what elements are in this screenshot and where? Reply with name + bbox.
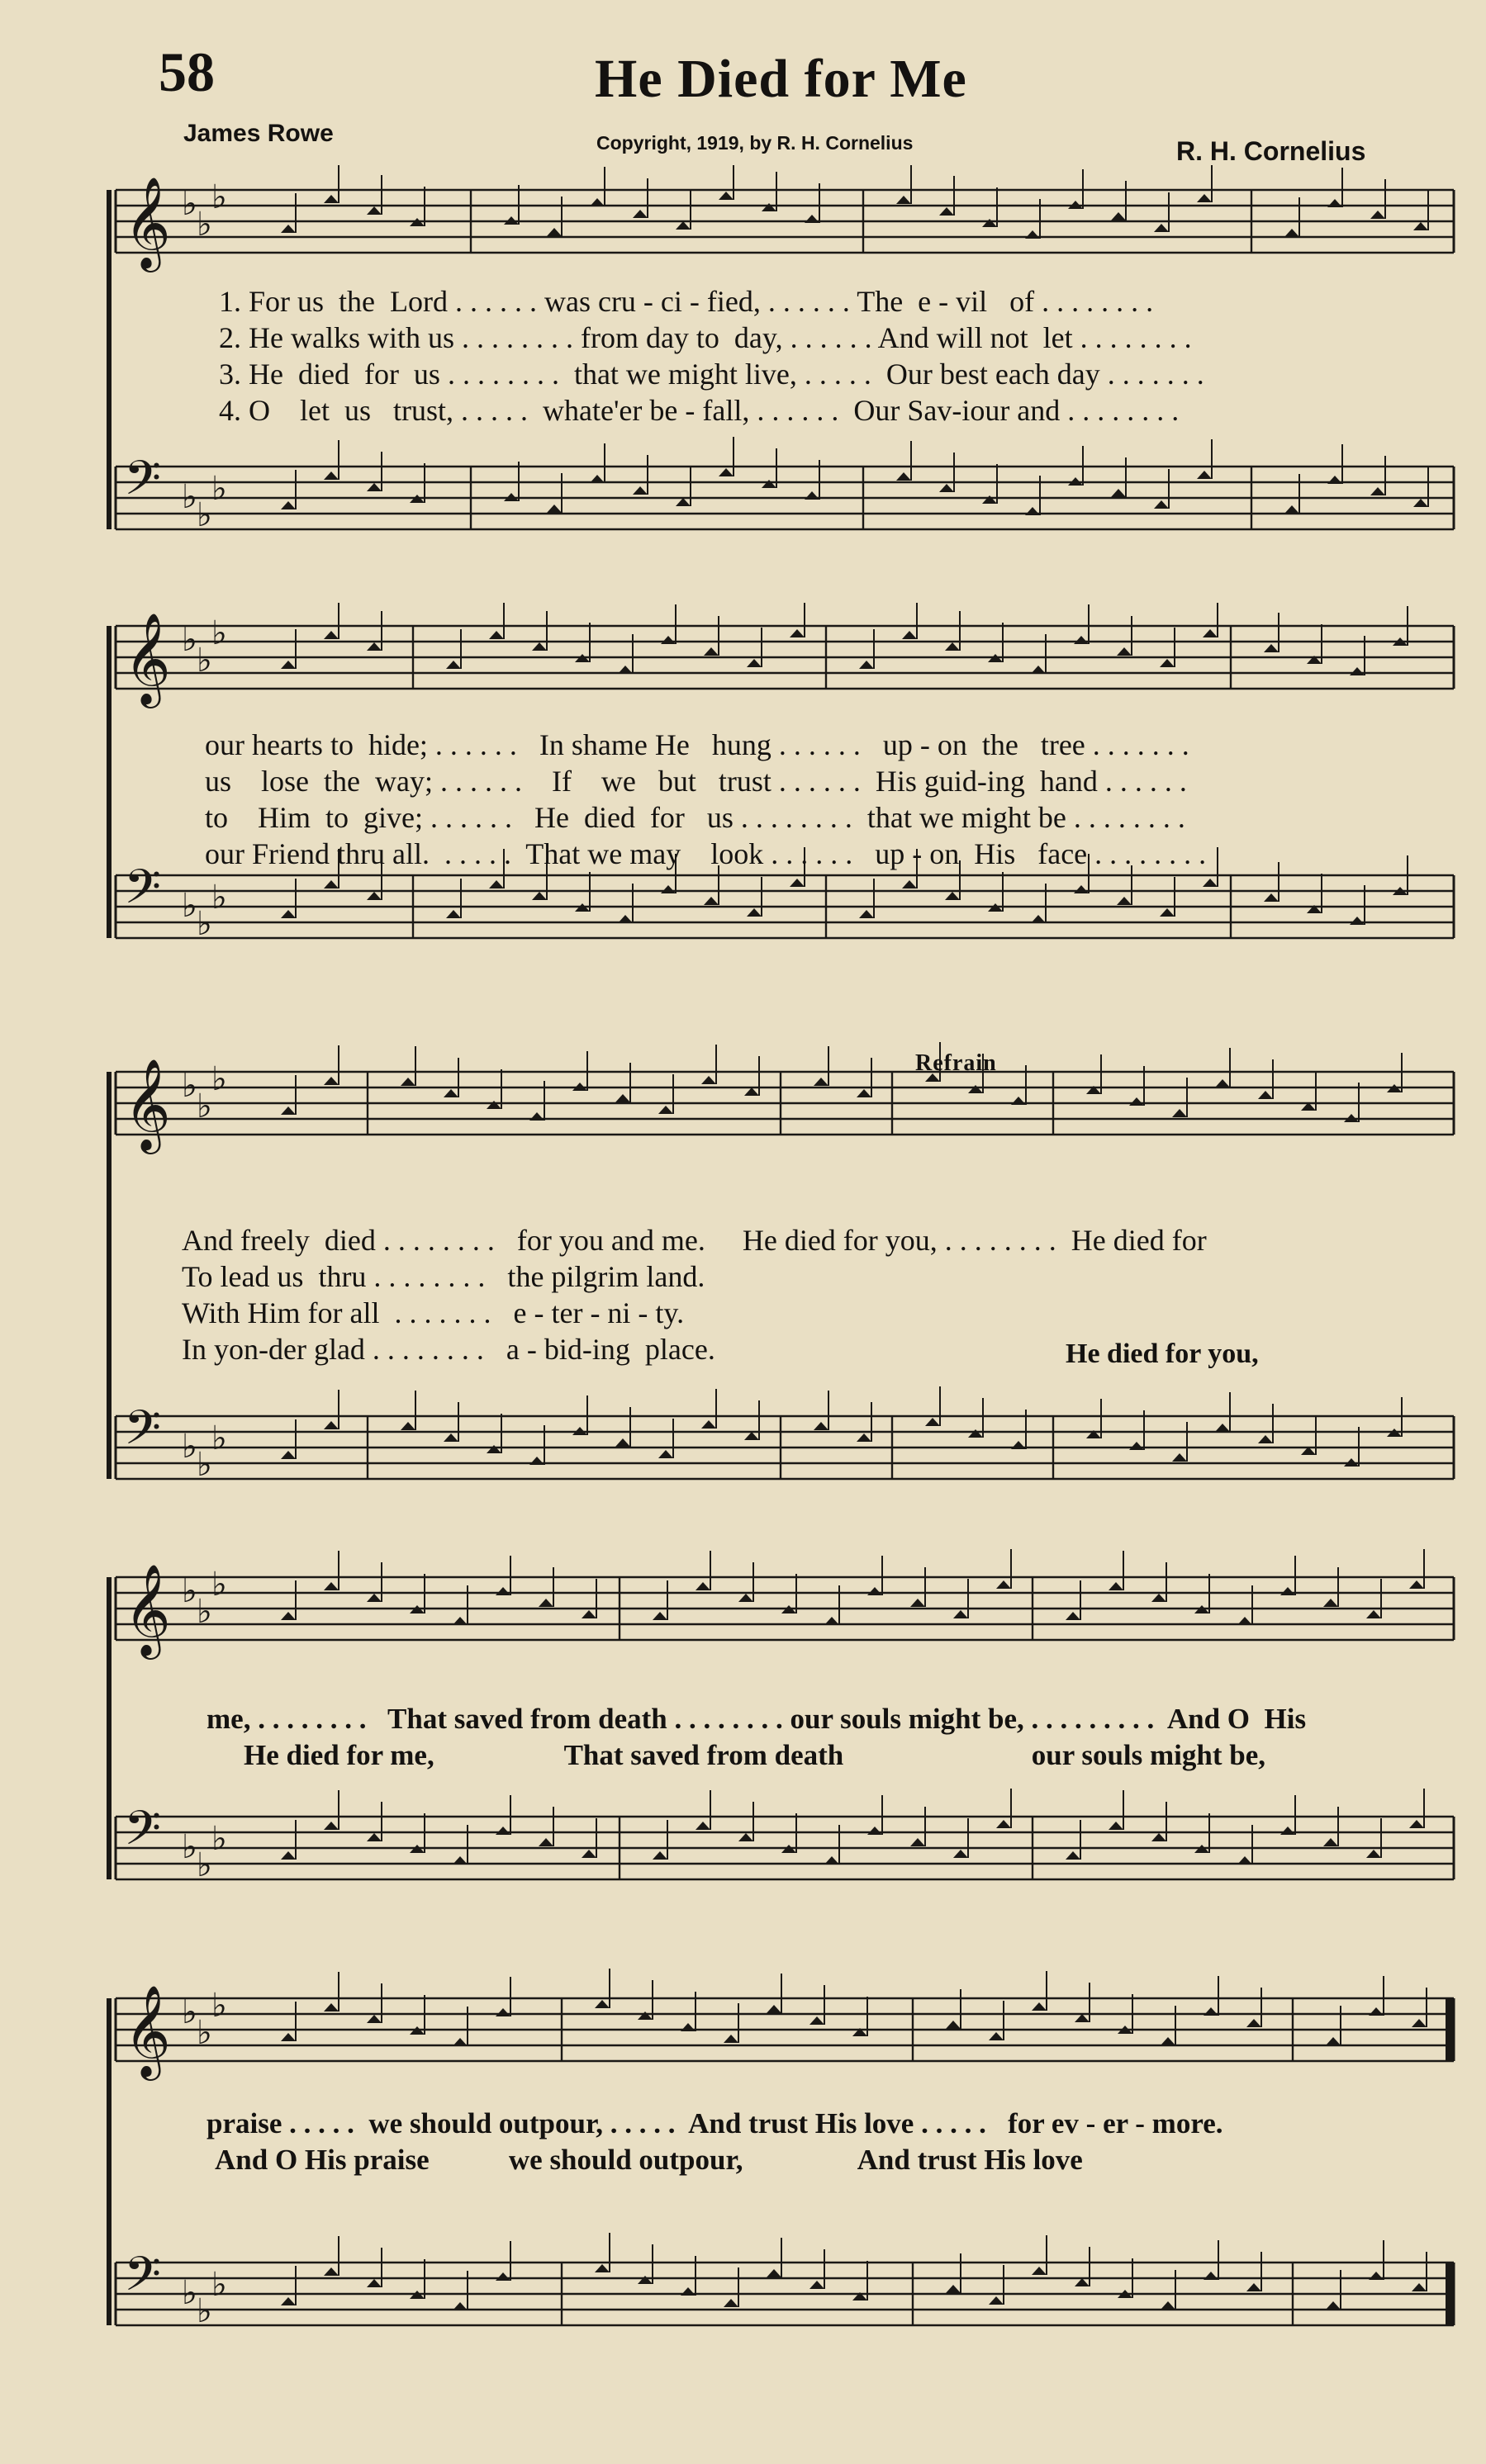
flat-icon: ♭ [182,1428,197,1466]
note-head [1284,505,1299,514]
note-head [1215,1079,1230,1087]
note-head [324,2267,339,2276]
flat-icon: ♭ [211,178,227,216]
music-system-2 [99,603,1462,1024]
note-head [1066,1612,1080,1620]
note-head [925,1418,940,1426]
note-head [1237,1856,1252,1865]
flat-icon: ♭ [197,1087,212,1125]
flat-icon: ♭ [197,1846,212,1884]
note-head [805,491,819,500]
note-head [1154,224,1169,232]
note-head [1264,893,1279,902]
note-head [367,483,382,491]
flat-icon: ♭ [211,879,227,917]
note-head [867,1587,882,1595]
note-head [324,880,339,888]
note-head [1025,507,1040,515]
note-head [859,661,874,669]
note-head [681,2287,696,2296]
note-head [1280,1587,1295,1595]
flat-icon: ♭ [211,2266,227,2304]
note-head [1075,2278,1090,2286]
note-head [790,629,805,637]
note-head [281,501,296,509]
note-head [1154,500,1169,509]
bass-clef-icon: 𝄢 [124,859,162,926]
bass-clef-icon: 𝄢 [124,450,162,518]
note-head [367,2279,382,2287]
note-head [767,2005,781,2013]
note-head [996,1820,1011,1828]
note-head [324,1582,339,1590]
verse-3-line: 3. He died for us . . . . . . . . that we might live, . . . . . Our best each day . . . . . . . [219,358,1204,391]
note-head [1258,1435,1273,1443]
note-head [281,2033,296,2041]
note-head [529,1112,544,1121]
flat-icon: ♭ [197,2014,212,2052]
note-head [824,1617,839,1625]
note-head [658,1106,673,1114]
note-head [532,892,547,900]
note-head [446,661,461,669]
note-head [1197,194,1212,202]
note-head [1032,2002,1047,2011]
note-head [633,210,648,218]
note-head [547,228,562,236]
note-head [446,910,461,918]
note-head [487,1445,501,1453]
note-head [539,1599,553,1607]
note-head [982,219,997,227]
note-head [681,2023,696,2031]
note-head [1031,915,1046,923]
flat-icon: ♭ [182,887,197,925]
note-head [1203,629,1218,637]
note-head [324,195,339,203]
alto-lyric: And O His praise we should outpour, And trust His love [215,2144,1083,2176]
note-head [719,468,734,476]
flat-icon: ♭ [211,1820,227,1858]
verse-3-line: to Him to give; . . . . . . He died for us . . . . . . . . that we might be . . . . . . . . [205,801,1185,834]
flat-icon: ♭ [197,496,212,534]
note-head [1366,1850,1381,1858]
flat-icon: ♭ [182,185,197,223]
note-head [661,885,676,893]
bass-staff [116,2233,1454,2330]
treble-clef-icon: 𝄞 [124,176,171,268]
note-head [1197,471,1212,479]
treble-staff [116,1549,1454,1660]
note-head [595,2264,610,2272]
alto-lyric: He died for you, [1066,1339,1259,1369]
flat-icon: ♭ [197,1593,212,1631]
note-head [1161,2301,1175,2310]
note-head [324,2003,339,2011]
music-system-3 [99,1040,1462,1503]
note-head [902,631,917,639]
note-head [324,631,339,639]
note-head [367,1833,382,1841]
composer-credit: R. H. Cornelius [1176,136,1366,166]
flat-icon: ♭ [197,642,212,680]
note-head [982,495,997,504]
note-head [1413,499,1428,507]
note-head [547,505,562,513]
note-head [1280,1827,1295,1835]
bass-staff [116,1789,1454,1884]
note-head [1369,2272,1384,2280]
note-head [910,1599,925,1607]
note-head [1111,212,1126,220]
note-head [1161,2037,1175,2045]
note-head [1066,1851,1080,1860]
verse-1-line: our hearts to hide; . . . . . . In shame He hung . . . . . . up - on the tree . . . . . . . [205,728,1189,761]
bass-staff [116,1386,1454,1484]
note-head [453,1856,468,1865]
note-head [946,2021,961,2029]
note-head [1031,666,1046,674]
verse-2-line: us lose the way; . . . . . . If we but trust . . . . . . His guid-ing hand . . . . . . [205,765,1187,798]
note-head [453,2038,468,2046]
note-head [496,2272,510,2281]
note-head [633,486,648,495]
note-head [367,2015,382,2023]
verse-4-line: In yon-der glad . . . . . . . . a - bid-ing place. [182,1333,715,1366]
note-head [896,472,911,481]
note-head [618,666,633,674]
note-head [532,642,547,651]
note-head [281,1451,296,1459]
note-head [676,221,691,230]
note-head [281,1106,296,1115]
note-head [618,915,633,923]
note-head [401,1422,415,1430]
note-head [661,636,676,644]
note-head [1409,1820,1424,1828]
note-head [444,1433,458,1442]
note-head [1264,644,1279,652]
refrain-label: Refrain [915,1050,997,1076]
hymn-title: He Died for Me [595,49,967,109]
treble-clef-icon: 𝄞 [124,1984,171,2077]
note-head [367,642,382,651]
note-head [1327,199,1342,207]
note-head [496,1587,510,1595]
note-head [489,880,504,888]
flat-icon: ♭ [197,905,212,943]
note-head [496,1827,510,1835]
note-head [1111,489,1126,497]
note-head [747,659,762,667]
treble-staff [116,603,1454,708]
note-head [1172,1453,1187,1462]
note-head [1204,2007,1218,2016]
staff-notation-5 [99,1965,1462,2428]
note-head [762,480,776,488]
note-head [367,206,382,215]
note-head [1075,2014,1090,2022]
note-head [824,1856,839,1865]
note-head [1350,667,1365,675]
flat-icon: ♭ [197,1446,212,1484]
note-head [857,1433,871,1442]
note-head [595,2000,610,2008]
note-head [939,484,954,492]
note-head [653,1851,667,1860]
note-head [989,2032,1004,2040]
note-head [582,1850,596,1858]
note-head [1109,1582,1123,1590]
note-head [324,1421,339,1429]
note-head [696,1822,710,1830]
note-head [1370,487,1385,495]
note-head [1129,1442,1144,1450]
note-head [946,2285,961,2293]
note-head [701,1420,716,1429]
note-head [1204,2272,1218,2280]
note-head [638,2276,653,2284]
flat-icon: ♭ [182,478,197,516]
note-head [281,910,296,918]
note-head [1215,1424,1230,1432]
flat-icon: ♭ [197,2292,212,2330]
note-head [939,207,954,216]
note-head [968,1429,983,1438]
treble-staff [116,1969,1454,2081]
note-head [281,661,296,669]
flat-icon: ♭ [211,470,227,508]
flat-icon: ♭ [211,614,227,652]
verse-1-line: And freely died . . . . . . . . for you and me. He died for you, . . . . . . . . He died for [182,1224,1207,1257]
treble-staff [116,1042,1454,1154]
note-head [738,1833,753,1841]
note-head [996,1580,1011,1589]
verse-2-line: 2. He walks with us . . . . . . . . from day to day, . . . . . . And will not let . . . . . . . . [219,321,1192,354]
flat-icon: ♭ [182,621,197,659]
flat-icon: ♭ [211,1060,227,1098]
note-head [529,1457,544,1465]
note-head [653,1612,667,1620]
note-head [324,1077,339,1085]
treble-clef-icon: 𝄞 [124,1058,171,1150]
soprano-lyric: praise . . . . . we should outpour, . . . . . And trust His love . . . . . for ev - er - more. [207,2107,1223,2139]
note-head [968,1085,983,1093]
note-head [367,892,382,900]
note-head [1369,2007,1384,2016]
note-head [696,1582,710,1590]
note-head [1323,1838,1338,1846]
note-head [453,1617,468,1625]
note-head [676,498,691,506]
note-head [1237,1617,1252,1625]
note-head [1025,230,1040,239]
note-head [809,2016,824,2025]
note-head [953,1610,968,1618]
note-head [910,1838,925,1846]
note-head [1409,1580,1424,1589]
verse-2-line: To lead us thru . . . . . . . . the pilgrim land. [182,1260,705,1293]
flat-icon: ♭ [211,1566,227,1604]
flat-icon: ♭ [211,1419,227,1457]
note-head [744,1432,759,1440]
note-head [489,631,504,639]
bass-clef-icon: 𝄢 [124,2246,162,2314]
note-head [324,1822,339,1830]
note-head [704,647,719,656]
verse-4-line: 4. O let us trust, . . . . . whate'er be - fall, . . . . . . Our Sav-iour and . . . . . . . . [219,394,1180,427]
note-head [1109,1822,1123,1830]
note-head [1412,2283,1427,2291]
author-credit: James Rowe [183,120,334,147]
note-head [953,1850,968,1858]
note-head [945,892,960,900]
note-head [945,642,960,651]
note-head [1246,2019,1261,2027]
note-head [1203,879,1218,887]
note-head [453,2302,468,2310]
note-head [724,2299,738,2307]
note-head [1370,211,1385,219]
note-head [281,1612,296,1620]
note-head [1284,229,1299,237]
note-head [1350,917,1365,925]
note-head [1117,647,1132,656]
copyright-notice: Copyright, 1919, by R. H. Cornelius [596,132,914,154]
note-head [1074,636,1089,644]
note-head [487,1101,501,1109]
note-head [747,908,762,917]
note-head [701,1076,716,1084]
note-head [724,2035,738,2043]
note-head [1412,2019,1427,2027]
verse-4-line: our Friend thru all. . . . . . That we may look . . . . . . up - on His face . . . . . . . . [205,837,1207,870]
note-head [1246,2283,1261,2291]
treble-clef-icon: 𝄞 [124,612,171,704]
note-head [615,1094,630,1102]
bass-clef-icon: 𝄢 [124,1800,162,1868]
note-head [1151,1833,1166,1841]
note-head [658,1450,673,1458]
note-head [1032,2267,1047,2275]
note-head [1011,1097,1026,1105]
note-head [809,2281,824,2289]
note-head [1366,1610,1381,1618]
note-head [401,1078,415,1086]
note-head [989,2296,1004,2305]
music-system-4 [99,1544,1462,1957]
note-head [1326,2037,1341,2045]
hymn-number: 58 [159,40,215,103]
note-head [859,910,874,918]
note-head [767,2269,781,2277]
flat-icon: ♭ [182,1572,197,1610]
note-head [582,1610,596,1618]
bass-clef-icon: 𝄢 [124,1400,162,1467]
note-head [1160,659,1175,667]
note-head [902,880,917,888]
note-head [1151,1594,1166,1602]
flat-icon: ♭ [182,1067,197,1105]
music-system-1 [99,165,1462,603]
note-head [814,1078,828,1086]
note-head [638,2011,653,2020]
note-head [1117,897,1132,905]
note-head [281,225,296,233]
note-head [539,1838,553,1846]
flat-icon: ♭ [182,1993,197,2031]
note-head [1172,1109,1187,1117]
verse-1-line: 1. For us the Lord . . . . . . was cru - ci - fied, . . . . . . The e - vil of . . . . . . . . [219,285,1154,318]
note-head [738,1594,753,1602]
note-head [281,2297,296,2305]
treble-staff [116,165,1454,272]
note-head [896,196,911,204]
note-head [590,475,605,483]
music-system-5 [99,1965,1462,2428]
note-head [867,1827,882,1835]
flat-icon: ♭ [211,1987,227,2025]
note-head [1258,1091,1273,1099]
note-head [1011,1441,1026,1449]
note-head [1129,1097,1144,1106]
note-head [615,1438,630,1447]
note-head [814,1422,828,1430]
soprano-lyric: me, . . . . . . . . That saved from death . . . . . . . . our souls might be, . . . . . . . . . And O His [207,1703,1307,1735]
note-head [324,471,339,480]
note-head [444,1089,458,1097]
note-head [719,192,734,200]
flat-icon: ♭ [182,2274,197,2312]
bass-staff [116,437,1454,534]
alto-lyric: He died for me, That saved from death our souls might be, [244,1739,1266,1771]
note-head [590,198,605,206]
note-head [1327,476,1342,484]
note-head [367,1594,382,1602]
note-head [496,2008,510,2016]
treble-clef-icon: 𝄞 [124,1563,171,1656]
note-head [704,897,719,905]
note-head [805,215,819,223]
verse-3-line: With Him for all . . . . . . . e - ter - ni - ty. [182,1296,685,1329]
note-head [790,879,805,887]
note-head [1413,222,1428,230]
flat-icon: ♭ [197,206,212,244]
note-head [1160,908,1175,917]
note-head [1326,2301,1341,2310]
note-head [744,1087,759,1096]
flat-icon: ♭ [182,1828,197,1866]
note-head [1323,1599,1338,1607]
note-head [1074,885,1089,893]
note-head [857,1089,871,1097]
note-head [281,1851,296,1860]
note-head [762,203,776,211]
